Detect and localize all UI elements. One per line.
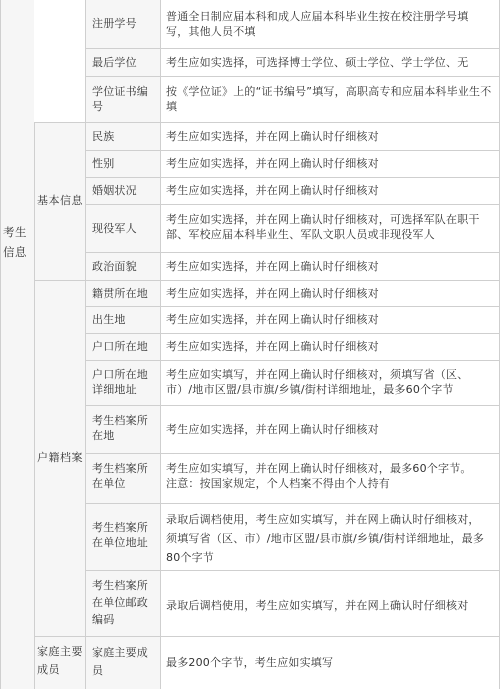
field-description: 考生应如实选择，并在网上确认时仔细核对 (166, 260, 379, 273)
field-label: 婚姻状况 (92, 184, 137, 197)
field-description: 考生应如实选择，并在网上确认时仔细核对，可选择军队在职干 部、军校应届本科毕业生、军队文职人员或非现役军人 (166, 213, 480, 241)
group-label-household-archive: 户籍档案 (37, 451, 83, 464)
field-label: 最后学位 (92, 56, 137, 69)
field-label: 注册学号 (92, 17, 137, 30)
field-label: 户口所在地 详细地址 (92, 368, 148, 396)
field-label: 出生地 (92, 313, 126, 326)
section-label-candidate-info: 考生 信息 (3, 225, 27, 259)
field-description: 考生应如实选择，并在网上确认时仔细核对 (166, 130, 379, 143)
field-description: 考生应如实选择，并在网上确认时仔细核对 (166, 287, 379, 300)
field-label: 籍贯所在地 (92, 287, 148, 300)
field-label: 户口所在地 (92, 340, 148, 353)
field-description: 按《学位证》上的“证书编号”填写，高职高专和应届本科毕业生不 填 (166, 85, 492, 113)
field-label: 考生档案所 在单位邮政 编码 (92, 579, 148, 626)
field-description: 考生应如实填写，并在网上确认时仔细核对，最多60个字节。 注意：按国家规定，个人档案不得由个人持有 (166, 462, 472, 490)
field-description: 考生应如实选择，并在网上确认时仔细核对 (166, 423, 379, 436)
field-description: 考生应如实填写，并在网上确认时仔细核对，须填写省（区、 市）/地市区盟/县市旗/乡镇/街村详细地址，最多60个字节 (166, 368, 469, 396)
section-column-bg (0, 0, 34, 689)
field-description: 考生应如实选择，并在网上确认时仔细核对 (166, 184, 379, 197)
field-description: 考生应如实选择，可选择博士学位、硕士学位、学士学位、无 (166, 56, 469, 69)
field-label: 家庭主要成 员 (92, 646, 148, 677)
field-label: 考生档案所 在单位地址 (92, 521, 148, 549)
field-label: 现役军人 (92, 222, 137, 235)
field-label: 民族 (92, 130, 115, 143)
field-label: 学位证书编 号 (92, 85, 148, 113)
field-label: 性别 (92, 157, 115, 170)
group-label-basic-info: 基本信息 (37, 194, 83, 207)
group-label-family-members: 家庭主要 成员 (37, 645, 83, 676)
field-label: 政治面貌 (92, 260, 137, 273)
field-description: 录取后调档使用，考生应如实填写，并在网上确认时仔细核对 (166, 599, 469, 612)
field-description: 考生应如实选择，并在网上确认时仔细核对 (166, 157, 379, 170)
field-description: 考生应如实选择，并在网上确认时仔细核对 (166, 340, 379, 353)
field-description: 录取后调档使用，考生应如实填写，并在网上确认时仔细核对， 须填写省（区、市）/地市区盟/县市旗/乡镇/街村详细地址，最多 80个字节 (166, 513, 485, 564)
field-description: 普通全日制应届本科和成人应届本科毕业生按在校注册学号填 写，其他人员不填 (166, 10, 469, 38)
field-label: 考生档案所 在地 (92, 414, 148, 442)
field-description: 考生应如实选择，并在网上确认时仔细核对 (166, 313, 379, 326)
field-description: 最多200个字节，考生应如实填写 (166, 656, 334, 669)
field-label: 考生档案所 在单位 (92, 462, 148, 490)
